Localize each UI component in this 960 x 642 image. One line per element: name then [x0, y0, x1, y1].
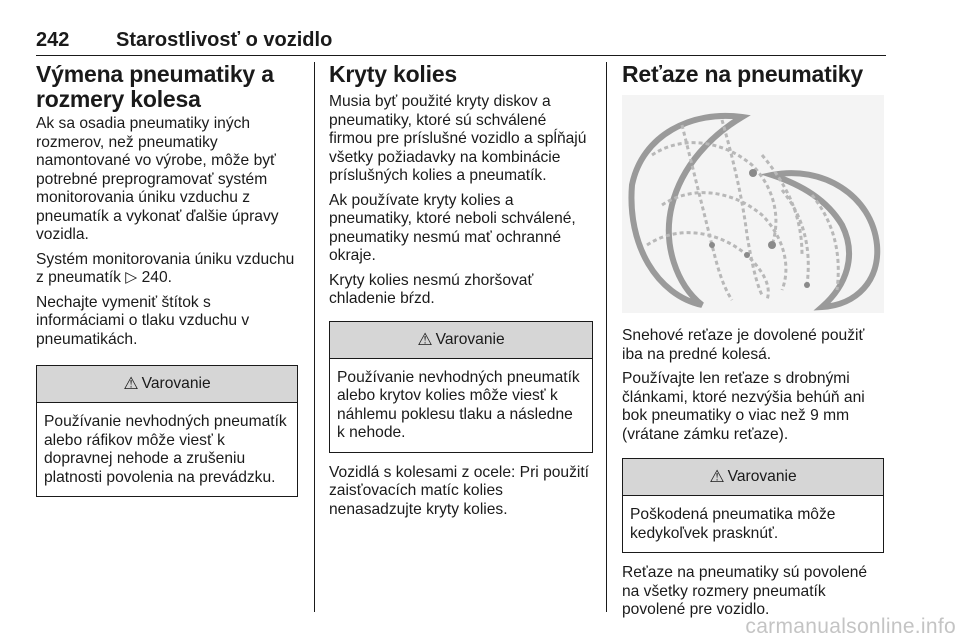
column-divider	[606, 62, 607, 612]
paragraph: Musia byť použité kryty diskov a pneumatiky, ktoré sú schválené firmou pre príslušné vozidlo a spĺňajú všetky požiadavky na kombinácie príslušných kolies a pneumatík.	[329, 93, 587, 184]
watermark: carmanualsonline.info	[745, 615, 956, 638]
paragraph: Vozidlá s kolesami z ocele: Pri použití zaisťovacích matíc kolies nenasadzujte kryty kolies.	[329, 463, 590, 518]
warning-box	[622, 458, 884, 553]
page-header	[36, 27, 886, 56]
warning-box	[329, 321, 593, 453]
warning-header	[330, 322, 592, 359]
page-reference-link[interactable]: 240.	[141, 269, 172, 286]
section-wheel-covers	[329, 62, 593, 519]
page-number: 242	[36, 29, 70, 51]
warning-triangle-icon: ⚠	[123, 374, 139, 393]
snow-chains-illustration	[622, 95, 884, 313]
warning-triangle-icon: ⚠	[417, 329, 433, 349]
paragraph: Snehové reťaze je dovolené použiť iba na predné kolesá.	[622, 327, 865, 363]
column-divider	[314, 62, 315, 612]
paragraph: Systém monitorovania úniku vzduchu z pneumatík ▷ 240.	[36, 250, 295, 286]
warning-triangle-icon: ⚠	[709, 467, 725, 486]
section-heading: Kryty kolies	[329, 61, 457, 87]
chapter-title: Starostlivosť o vozidlo	[116, 29, 333, 51]
warning-header	[37, 366, 297, 403]
paragraph: Reťaze na pneumatiky sú povolené na všetky rozmery pneumatík povolené pre vozidlo.	[622, 564, 868, 618]
warning-title: Varovanie	[141, 375, 211, 392]
warning-text: Poškodená pneumatika môže kedykoľvek prasknúť.	[630, 506, 836, 542]
section-heading: Reťaze na pneumatiky	[622, 61, 863, 87]
warning-text: Používanie nevhodných pneumatík alebo ráfikov môže viesť k dopravnej nehode a zrušeniu platnosti povolenia na prevádzku.	[44, 413, 287, 486]
paragraph: Kryty kolies nesmú zhoršovať chladenie bŕzd.	[329, 271, 534, 307]
warning-box	[36, 365, 298, 497]
paragraph: Nechajte vymeniť štítok s informáciami o tlaku vzduchu v pneumatikách.	[36, 293, 250, 348]
section-snow-chains	[622, 62, 884, 620]
warning-header	[623, 459, 883, 496]
page-reference-arrow-icon: ▷	[125, 269, 138, 286]
warning-text: Používanie nevhodných pneumatík alebo krytov kolies môže viesť k náhlemu poklesu tlaku a následne k nehode.	[337, 368, 580, 441]
paragraph: Používajte len reťaze s drobnými článkami, ktoré nezvýšia behúň ani bok pneumatiky o viac než 9 mm (vrátane zámku reťaze).	[622, 370, 865, 443]
paragraph: Ak používate kryty kolies a pneumatiky, ktoré neboli schválené, pneumatiky nesmú mať ochranné okraje.	[329, 191, 576, 264]
section-tire-change	[36, 62, 298, 497]
paragraph: Ak sa osadia pneumatiky iných rozmerov, než pneumatiky namontované vo výrobe, môže byť potrebné preprogramovať systém monitorovania úniku vzduchu z pneumatík a vykonať ďalšie úpravy vozidla.	[36, 115, 279, 243]
warning-title: Varovanie	[727, 468, 797, 485]
section-heading: Výmena pneumatiky a rozmery kolesa	[36, 61, 274, 112]
warning-title: Varovanie	[435, 330, 505, 348]
